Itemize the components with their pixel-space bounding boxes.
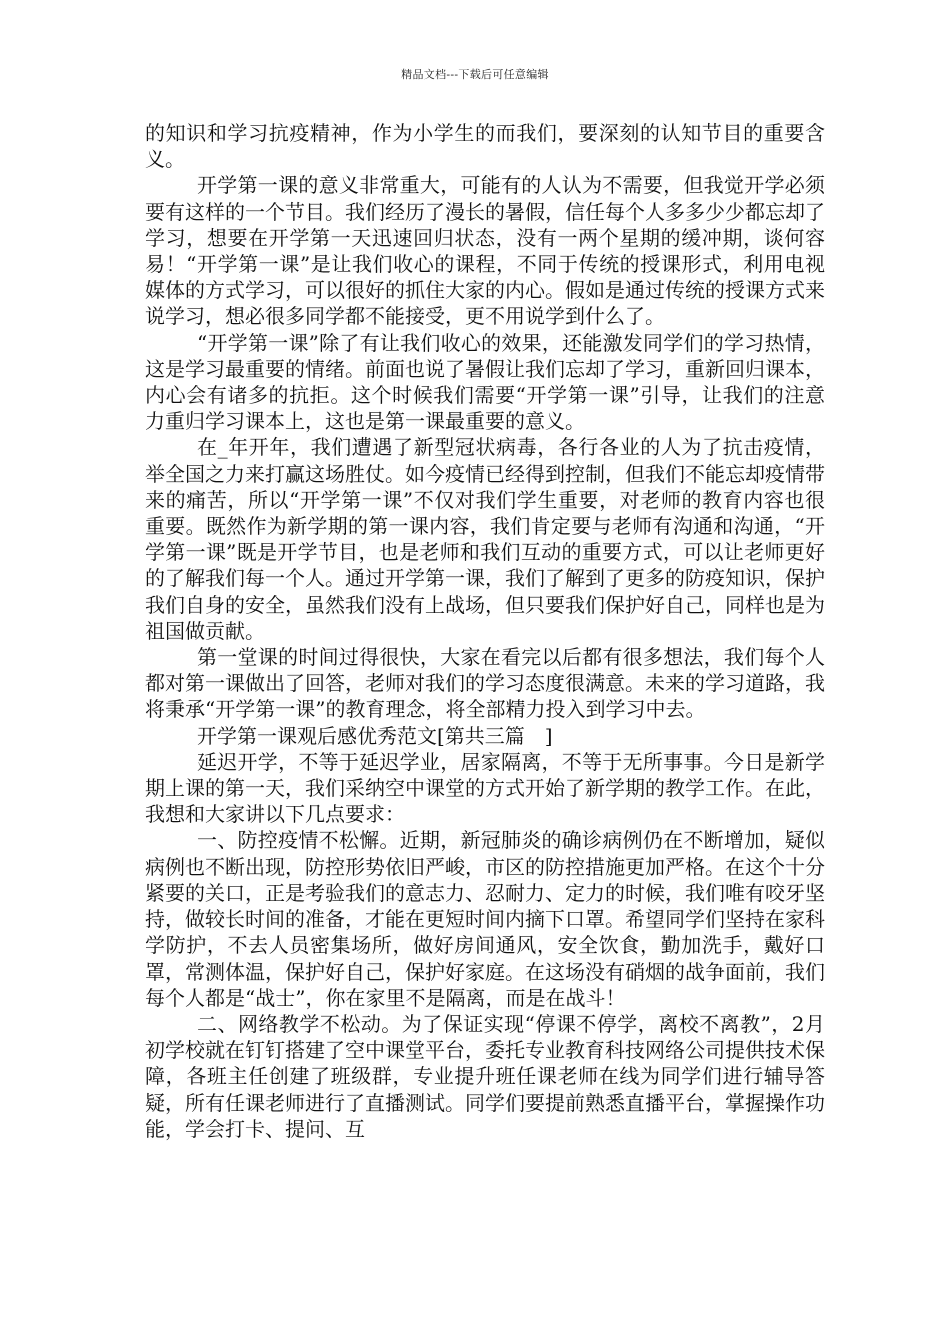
page-header: 精品文档---下载后可任意编辑 — [401, 68, 549, 81]
paragraph-2: 开学第一课的意义非常重大，可能有的人认为不需要，但我觉开学必须要有这样的一个节目。我们经历了漫长的暑假，信任每个人多多少少都忘却了学习，想要在开学第一天迅速回归状态，没有一两个星期的缓冲期，谈何容易！“开学第一课”是让我们收心的课程，不同于传统的授课形式，利用电视媒体的方式学习，可以很好的抓住大家的内心。假如是通过传统的授课方式来说学习，想必很多同学都不能接受，更不用说学到什么了。 — [145, 173, 825, 329]
paragraph-1: 的知识和学习抗疫精神，作为小学生的而我们，要深刻的认知节目的重要含义。 — [145, 121, 825, 172]
paragraph-3: “开学第一课”除了有让我们收心的效果，还能激发同学们的学习热情，这是学习最重要的情绪。前面也说了暑假让我们忘却了学习，重新回归课本，内心会有诸多的抗拒。这个时候我们需要“开学第一课”引导，让我们的注意力重归学习课本上，这也是第一课最重要的意义。 — [145, 330, 825, 434]
document-body — [145, 120, 825, 1142]
section-heading: 开学第一课观后感优秀范文[第共三篇 ] — [197, 723, 553, 748]
paragraph-6: 延迟开学，不等于延迟学业，居家隔离，不等于无所事事。今日是新学期上课的第一天，我们采纳空中课堂的方式开始了新学期的教学工作。在此，我想和大家讲以下几点要求： — [145, 749, 825, 827]
paragraph-7: 一、防控疫情不松懈。近期，新冠肺炎的确诊病例仍在不断增加，疑似病例也不断出现，防控形势依旧严峻，市区的防控措施更加严格。在这个十分紧要的关口，正是考验我们的意志力、忍耐力、定力的时候，我们唯有咬牙坚持，做较长时间的准备，才能在更短时间内摘下口罩。希望同学们坚持在家科学防护，不去人员密集场所，做好房间通风，安全饮食，勤加洗手，戴好口罩，常测体温，保护好自己，保护好家庭。在这场没有硝烟的战争面前，我们每个人都是“战士”，你在家里不是隔离，而是在战斗！ — [145, 828, 825, 1010]
paragraph-5: 第一堂课的时间过得很快，大家在看完以后都有很多想法，我们每个人都对第一课做出了回答，老师对我们的学习态度很满意。未来的学习道路，我将秉承“开学第一课”的教育理念，将全部精力投入到学习中去。 — [145, 645, 825, 722]
paragraph-8: 二、网络教学不松动。为了保证实现“停课不停学，离校不离教”，2月初学校就在钉钉搭建了空中课堂平台，委托专业教育科技网络公司提供技术保障，各班主任创建了班级群，专业提升班任课老师在线为同学们进行辅导答疑，所有任课老师进行了直播测试。同学们要提前熟悉直播平台，掌握操作功能，学会打卡、提问、互 — [145, 1011, 825, 1141]
paragraph-4: 在_年开年，我们遭遇了新型冠状病毒，各行各业的人为了抗击疫情，举全国之力来打赢这场胜仗。如今疫情已经得到控制，但我们不能忘却疫情带来的痛苦，所以“开学第一课”不仅对我们学生重要，对老师的教育内容也很重要。既然作为新学期的第一课内容，我们肯定要与老师有沟通和沟通，“开学第一课”既是开学节目，也是老师和我们互动的重要方式，可以让老师更好的了解我们每一个人。通过开学第一课，我们了解到了更多的防疫知识，保护我们自身的安全，虽然我们没有上战场，但只要我们保护好自己，同样也是为祖国做贡献。 — [145, 435, 825, 643]
